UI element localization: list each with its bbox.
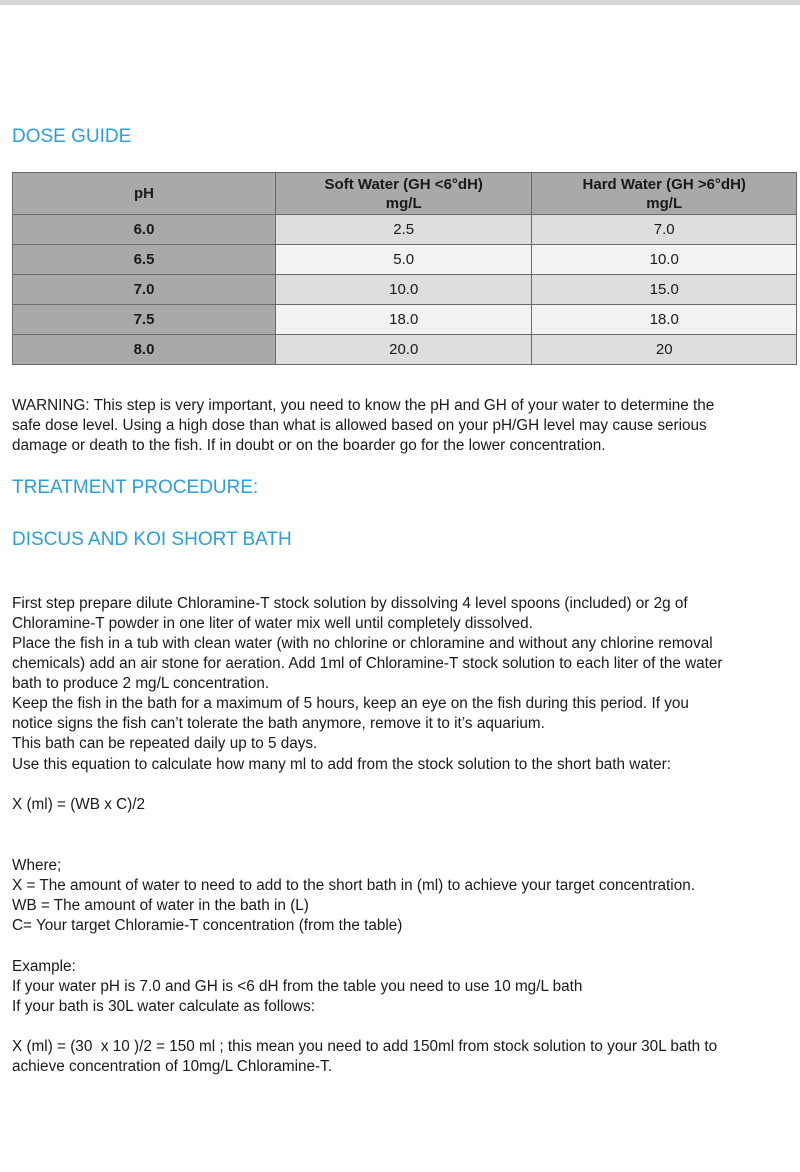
header-text: Soft Water (GH <6°dH) — [324, 175, 483, 193]
table-row — [13, 245, 797, 275]
text-line: safe dose level. Using a high dose than what is allowed based on your pH/GH level may cause serious — [12, 417, 707, 434]
hard-cell: 15.0 — [532, 275, 797, 305]
ph-cell: 6.0 — [13, 215, 276, 245]
table-row — [13, 335, 797, 365]
bath-instructions — [12, 574, 723, 774]
text-line: achieve concentration of 10mg/L Chloramine-T. — [12, 1058, 332, 1075]
header-soft-water — [276, 173, 532, 215]
text-line: If your water pH is 7.0 and GH is <6 dH from the table you need to use 10 mg/L bath — [12, 978, 583, 995]
hard-cell: 20 — [532, 335, 797, 365]
header-ph — [13, 173, 276, 215]
header-text: Hard Water (GH >6°dH) — [582, 175, 746, 193]
soft-cell: 20.0 — [276, 335, 532, 365]
text-line: If your bath is 30L water calculate as follows: — [12, 998, 315, 1015]
text-line: Where; — [12, 857, 62, 874]
text-line: Keep the fish in the bath for a maximum of 5 hours, keep an eye on the fish during this period. If you — [12, 695, 689, 712]
header-text: pH — [134, 185, 154, 202]
text-line: Chloramine-T powder in one liter of water mix well until completely dissolved. — [12, 615, 533, 632]
text-line: Place the fish in a tub with clean water (with no chlorine or chloramine and without any chlorine removal — [12, 635, 713, 652]
ph-cell: 7.0 — [13, 275, 276, 305]
text-line: damage or death to the fish. If in doubt or on the boarder go for the lower concentration. — [12, 437, 606, 454]
ph-cell: 7.5 — [13, 305, 276, 335]
text-line: First step prepare dilute Chloramine-T stock solution by dissolving 4 level spoons (included) or 2g of — [12, 595, 688, 612]
text-line: bath to produce 2 mg/L concentration. — [12, 675, 270, 692]
top-bar — [0, 0, 800, 5]
table-header-row — [13, 173, 797, 215]
text-line: chemicals) add an air stone for aeration. Add 1ml of Chloramine-T stock solution to each liter of the water — [12, 655, 723, 672]
header-hard-water — [532, 173, 797, 215]
table-row — [13, 215, 797, 245]
table-row — [13, 275, 797, 305]
ph-cell: 6.5 — [13, 245, 276, 275]
text-line: WARNING: This step is very important, you need to know the pH and GH of your water to determine the — [12, 397, 715, 414]
soft-cell: 18.0 — [276, 305, 532, 335]
dose-guide-heading: DOSE GUIDE — [12, 126, 132, 147]
hard-cell: 7.0 — [532, 215, 797, 245]
equation-intro: Use this equation to calculate how many ml to add from the stock solution to the short bath water: — [12, 756, 671, 773]
hard-cell: 18.0 — [532, 305, 797, 335]
soft-cell: 10.0 — [276, 275, 532, 305]
table-row — [13, 305, 797, 335]
result-block — [12, 1017, 717, 1097]
text-line: C= Your target Chloramie-T concentration (from the table) — [12, 917, 403, 934]
text-line: X = The amount of water to need to add to the short bath in (ml) to achieve your target concentration. — [12, 877, 695, 894]
hard-cell: 10.0 — [532, 245, 797, 275]
text-line: WB = The amount of water in the bath in (L) — [12, 897, 309, 914]
equation: X (ml) = (WB x C)/2 — [12, 796, 145, 813]
text-line: notice signs the fish can’t tolerate the bath anymore, remove it to it’s aquarium. — [12, 715, 545, 732]
ph-cell: 8.0 — [13, 335, 276, 365]
soft-cell: 5.0 — [276, 245, 532, 275]
header-unit: mg/L — [646, 194, 683, 212]
warning-text — [12, 396, 714, 456]
text-line: X (ml) = (30 x 10 )/2 = 150 ml ; this mean you need to add 150ml from stock solution to your 30L bath to — [12, 1038, 718, 1055]
text-line: Example: — [12, 958, 76, 975]
dose-table — [12, 172, 797, 365]
header-unit: mg/L — [385, 194, 422, 212]
bath-heading: DISCUS AND KOI SHORT BATH — [12, 529, 292, 550]
treatment-heading: TREATMENT PROCEDURE: — [12, 477, 259, 498]
soft-cell: 2.5 — [276, 215, 532, 245]
text-line: This bath can be repeated daily up to 5 days. — [12, 735, 318, 752]
